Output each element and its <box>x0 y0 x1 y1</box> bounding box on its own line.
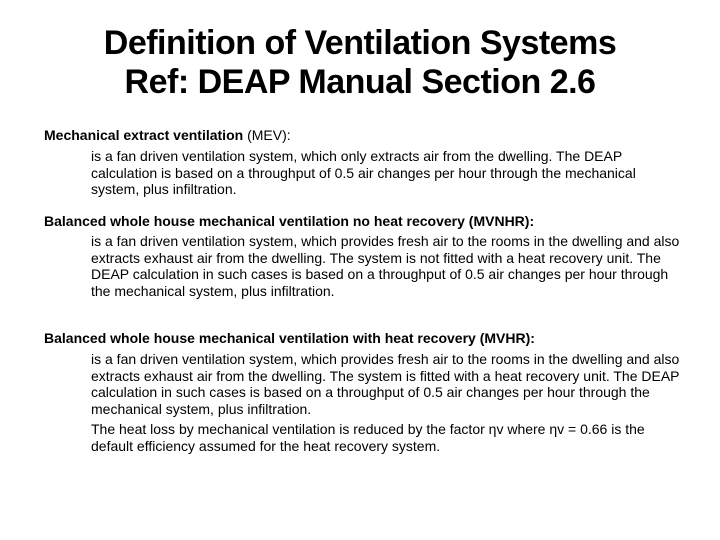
section-heading <box>44 126 684 144</box>
heading-term: Balanced whole house mechanical ventilation no heat recovery (MVNHR): <box>44 213 535 229</box>
definition-paragraph: is a fan driven ventilation system, which only extracts air from the dwelling. The DEAP calculation is based on a throughput of 0.5 air changes per hour through the mechanical system, plus infiltration. <box>91 148 636 197</box>
section-mvhr <box>44 329 684 454</box>
definition-paragraph: is a fan driven ventilation system, which provides fresh air to the rooms in the dwelling and also extracts exhaust air from the dwelling. The system is fitted with a heat recovery unit. The DEAP calculation in such cases is based on a throughput of 0.5 air changes per hour through the mechanical system, plus infiltration. <box>91 351 680 417</box>
section-mev <box>44 126 684 198</box>
efficiency-note-paragraph: The heat loss by mechanical ventilation is reduced by the factor ηv where ηv = 0.66 is the default efficiency assumed for the heat recovery system. <box>91 421 645 454</box>
title-line-1: Definition of Ventilation Systems <box>103 24 617 62</box>
section-heading <box>44 212 684 230</box>
section-mvnhr <box>44 212 684 299</box>
slide-title <box>0 24 720 102</box>
heading-term: Mechanical extract ventilation <box>44 127 244 143</box>
heading-abbreviation: (MEV): <box>243 127 291 143</box>
definition-paragraph: is a fan driven ventilation system, which provides fresh air to the rooms in the dwelling and also extracts exhaust air from the dwelling. The system is not fitted with a heat recovery unit. The DEAP calculation in such cases is based on a throughput of 0.5 air changes per hour through the mechanical system, plus infiltration. <box>91 233 680 299</box>
heading-term: Balanced whole house mechanical ventilation with heat recovery (MVHR): <box>44 330 535 346</box>
title-line-2: Ref: DEAP Manual Section 2.6 <box>124 63 596 101</box>
section-heading <box>44 329 684 347</box>
